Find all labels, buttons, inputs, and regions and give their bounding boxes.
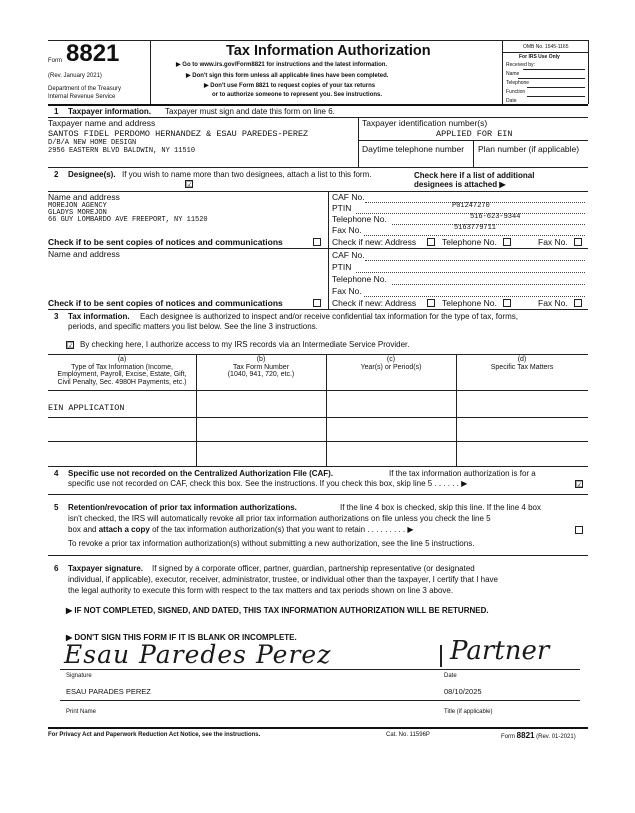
taxpayer-name-label: Taxpayer name and address bbox=[48, 118, 156, 128]
designee2-new-address-label: Check if new: Address bbox=[332, 298, 417, 308]
designee2-copies-checkbox[interactable] bbox=[313, 299, 321, 307]
line2-bottom-rule bbox=[48, 309, 588, 310]
designee1-caf-label: CAF No. bbox=[332, 192, 365, 202]
header-divider-right bbox=[502, 40, 503, 104]
col-b-header: (b) Tax Form Number (1040, 941, 720, etc.) bbox=[227, 356, 295, 378]
line1-number: 1 bbox=[54, 107, 59, 116]
line5-text-3: box and attach a copy of the tax information authorization(s) that you want to retain . . . . . . . . . ▶ bbox=[68, 525, 414, 534]
designee2-name-label: Name and address bbox=[48, 249, 120, 259]
line1-bottom-rule bbox=[48, 167, 588, 168]
form-reference: Form 8821 (Rev. 01-2021) bbox=[501, 731, 576, 740]
dont-sign-warning: ▶ DON'T SIGN THIS FORM IF IT IS BLANK OR INCOMPLETE. bbox=[66, 633, 297, 642]
line6-text-2: individual, if applicable), executor, receiver, administrator, trustee, or individual other than the taxpayer, I certify that I have bbox=[68, 575, 499, 584]
title-label: Title (if applicable) bbox=[444, 709, 493, 715]
footer-rule bbox=[48, 727, 588, 729]
irs-function-label: Function bbox=[506, 89, 526, 95]
phone-plan-divider bbox=[473, 140, 474, 167]
instruction-line-2: ▶ Don't sign this form unless all applicable lines have been completed. bbox=[186, 73, 389, 79]
instruction-line-3: ▶ Don't use Form 8821 to request copies of your tax returns bbox=[204, 83, 376, 89]
designee-col-divider bbox=[328, 191, 329, 309]
date-value[interactable]: 08/10/2025 bbox=[444, 687, 482, 696]
signature-date-divider bbox=[440, 645, 442, 667]
form-title: Tax Information Authorization bbox=[226, 43, 431, 59]
table-col-divider-d bbox=[456, 354, 457, 466]
daytime-phone-label: Daytime telephone number bbox=[362, 144, 465, 154]
irs-name-label: Name bbox=[506, 71, 520, 77]
irs-fill-line-2 bbox=[518, 78, 585, 79]
designee2-new-fax-label: Fax No. bbox=[538, 298, 568, 308]
instruction-line-1: ▶ Go to www.irs.gov/Form8821 for instructions and the latest information. bbox=[176, 62, 388, 68]
designee2-phone-label: Telephone No. bbox=[332, 274, 387, 284]
line6-text-1: If signed by a corporate officer, partner, guardian, partnership representative (or designated bbox=[152, 564, 475, 573]
revision-date: (Rev. January 2021) bbox=[48, 73, 102, 79]
additional-designees-checkbox[interactable]: ☑ bbox=[186, 180, 194, 189]
table-bottom-rule bbox=[48, 466, 588, 467]
table-col-divider-c bbox=[326, 354, 327, 466]
line1-heading: Taxpayer information. bbox=[68, 107, 151, 116]
privacy-notice: For Privacy Act and Paperwork Reduction Act Notice, see the instructions. bbox=[48, 732, 261, 738]
line1-instruction: Taxpayer must sign and date this form on line 6. bbox=[165, 107, 335, 116]
print-name-value[interactable]: ESAU PARADES PEREZ bbox=[66, 687, 151, 696]
taxpayer-name-value[interactable]: SANTOS FIDEL PERDOMO HERNANDEZ & ESAU PAREDES-PEREZ bbox=[48, 129, 309, 139]
line3-text-1: Each designee is authorized to inspect and/or receive confidential tax information for the type of tax, forms, bbox=[140, 312, 518, 321]
signature-line bbox=[60, 669, 580, 670]
line3-heading: Tax information. bbox=[68, 312, 130, 321]
table-row2-rule bbox=[48, 441, 588, 442]
designee1-new-fax-checkbox[interactable] bbox=[574, 238, 582, 246]
line2-list-check-text: Check here if a list of additional designees is attached ▶ bbox=[414, 171, 535, 189]
designee2-caf-label: CAF No. bbox=[332, 250, 365, 260]
designee1-copies-label: Check if to be sent copies of notices and communications bbox=[48, 237, 283, 247]
line2-instruction: If you wish to name more than two designees, attach a list to this form. bbox=[122, 170, 372, 179]
taxpayer-signature[interactable]: Esau Paredes Perez bbox=[64, 640, 332, 669]
designee1-new-fax-label: Fax No. bbox=[538, 237, 568, 247]
line3-number: 3 bbox=[54, 312, 59, 321]
line1-col-divider bbox=[358, 117, 359, 167]
designee2-fax-label: Fax No. bbox=[332, 286, 362, 296]
designee2-caf-line[interactable] bbox=[365, 260, 585, 261]
row1-col-a-value[interactable]: EIN APPLICATION bbox=[48, 403, 125, 413]
received-by-label: Received by: bbox=[506, 62, 535, 68]
designee2-new-phone-checkbox[interactable] bbox=[503, 299, 511, 307]
line6-heading: Taxpayer signature. bbox=[68, 564, 143, 573]
line4-text-2: specific use not recorded on CAF, check this box. See the instructions. If you check this box, skip line 5 . . . . . . ▶ bbox=[68, 479, 468, 488]
designee2-new-phone-label: Telephone No. bbox=[442, 298, 497, 308]
designee2-new-fax-checkbox[interactable] bbox=[574, 299, 582, 307]
signature-label: Signature bbox=[66, 673, 92, 679]
line4-heading: Specific use not recorded on the Centralized Authorization File (CAF). bbox=[68, 469, 334, 478]
designee1-ptin-value[interactable]: P01247270 bbox=[452, 202, 490, 210]
designee1-phone-label: Telephone No. bbox=[332, 214, 387, 224]
designee2-phone-line[interactable] bbox=[392, 284, 585, 285]
designee1-new-address-checkbox[interactable] bbox=[427, 238, 435, 246]
line5-number: 5 bbox=[54, 503, 59, 512]
top-border bbox=[48, 40, 588, 41]
print-name-label: Print Name bbox=[66, 709, 97, 715]
irs-fill-line-3 bbox=[527, 87, 585, 88]
line6-text-3: the legal authority to execute this form with respect to the tax matters and tax periods shown on line 3 above. bbox=[68, 586, 454, 595]
irs-fill-line-4 bbox=[527, 96, 585, 97]
header-right-edge bbox=[588, 40, 589, 104]
designee2-ptin-line[interactable] bbox=[356, 272, 585, 273]
line5-checkbox[interactable] bbox=[575, 526, 583, 534]
designee-name-label: Name and address bbox=[48, 192, 120, 202]
taxpayer-dba-value[interactable]: D/B/A NEW HOME DESIGN bbox=[48, 139, 137, 147]
designee1-new-phone-label: Telephone No. bbox=[442, 237, 497, 247]
designee1-fax-value[interactable]: 5163779711 bbox=[454, 224, 497, 232]
omb-number: OMB No. 1545-1165 bbox=[523, 44, 569, 50]
col-d-header: (d) Specific Tax Matters bbox=[490, 356, 554, 371]
irs-use-only: For IRS Use Only bbox=[519, 54, 560, 60]
designee1-address[interactable]: 66 GUY LOMBARDO AVE FREEPORT, NY 11520 bbox=[48, 216, 208, 224]
designee2-copies-label: Check if to be sent copies of notices and communications bbox=[48, 298, 283, 308]
designee1-name[interactable]: GLADYS MOREJON bbox=[48, 209, 107, 217]
line2-number: 2 bbox=[54, 170, 59, 179]
designee1-fax-line bbox=[364, 235, 585, 236]
form-number: 8821 bbox=[66, 40, 120, 67]
not-completed-warning: ▶ IF NOT COMPLETED, SIGNED, AND DATED, THIS TAX INFORMATION AUTHORIZATION WILL BE RETURNED. bbox=[66, 606, 489, 615]
table-header-rule bbox=[48, 390, 588, 391]
catalog-number: Cat. No. 11596P bbox=[386, 732, 430, 738]
col-a-header: (a) Type of Tax Information (Income, Employment, Payroll, Excise, Estate, Gift, Civil Penalty, Sec. 4980H Payments, etc.) bbox=[57, 356, 187, 386]
line4-bottom-rule bbox=[48, 494, 588, 495]
designee1-phone-value[interactable]: 516-623-9344 bbox=[470, 213, 521, 221]
line4-number: 4 bbox=[54, 469, 59, 478]
print-name-line bbox=[60, 700, 580, 701]
line4-checkbox[interactable]: ☑ bbox=[576, 480, 584, 489]
header-divider-left bbox=[150, 40, 151, 104]
date-label: Date bbox=[444, 673, 457, 679]
title-handwritten[interactable]: Partner bbox=[450, 636, 550, 666]
tin-value[interactable]: APPLIED FOR EIN bbox=[436, 129, 513, 139]
irs-telephone-label: Telephone bbox=[506, 80, 530, 86]
irs-fill-line-1 bbox=[523, 69, 585, 70]
line4-text-1: If the tax information authorization is for a bbox=[389, 469, 536, 478]
designee1-fax-label: Fax No. bbox=[332, 225, 362, 235]
col-c-header: (c) Year(s) or Period(s) bbox=[360, 356, 422, 371]
irs-box-line bbox=[502, 52, 588, 53]
line2-rule bbox=[48, 191, 588, 192]
designee2-fax-line[interactable] bbox=[364, 296, 585, 297]
designee1-agency[interactable]: MOREJON AGENCY bbox=[48, 202, 107, 210]
line3-text-2: periods, and specific matters you list below. See the line 3 instructions. bbox=[68, 322, 318, 331]
line5-text-1: If the line 4 box is checked, skip this line. If the line 4 box bbox=[340, 503, 541, 512]
irs-date-label: Date bbox=[506, 98, 517, 104]
designee1-copies-checkbox[interactable] bbox=[313, 238, 321, 246]
line5-heading: Retention/revocation of prior tax information authorizations. bbox=[68, 503, 297, 512]
designee2-ptin-label: PTIN bbox=[332, 262, 352, 272]
plan-number-label: Plan number (if applicable) bbox=[478, 144, 580, 154]
instruction-line-4: or to authorize someone to represent you. See instructions. bbox=[212, 92, 383, 98]
table-row1-rule bbox=[48, 417, 588, 418]
irs-name: Internal Revenue Service bbox=[48, 94, 116, 100]
isp-checkbox[interactable]: ☑ bbox=[67, 341, 75, 350]
taxpayer-address-value[interactable]: 2956 EASTERN BLVD BALDWIN, NY 11510 bbox=[48, 147, 196, 155]
designee1-ptin-label: PTIN bbox=[332, 203, 352, 213]
line2-heading: Designee(s). bbox=[68, 170, 116, 179]
isp-text: By checking here, I authorize access to my IRS records via an Intermediate Service Provider. bbox=[80, 340, 410, 349]
designee1-new-address-label: Check if new: Address bbox=[332, 237, 417, 247]
line5-bottom-rule bbox=[48, 555, 588, 556]
form-word: Form bbox=[48, 58, 62, 64]
table-col-divider-b bbox=[196, 354, 197, 466]
designee1-bottom-rule bbox=[48, 248, 588, 249]
line5-text-2: isn't checked, the IRS will automatically revoke all prior tax information authorizations on file unless you check the line 5 bbox=[68, 514, 491, 523]
tin-label: Taxpayer identification number(s) bbox=[362, 118, 488, 128]
table-top-rule bbox=[48, 354, 588, 355]
line6-number: 6 bbox=[54, 564, 59, 573]
line5-text-4: To revoke a prior tax information authorization(s) without submitting a new authorization, see the line 5 instructions. bbox=[68, 539, 475, 548]
designee1-new-phone-checkbox[interactable] bbox=[503, 238, 511, 246]
designee2-new-address-checkbox[interactable] bbox=[427, 299, 435, 307]
department: Department of the Treasury bbox=[48, 86, 122, 92]
header-bottom-rule bbox=[48, 104, 588, 106]
